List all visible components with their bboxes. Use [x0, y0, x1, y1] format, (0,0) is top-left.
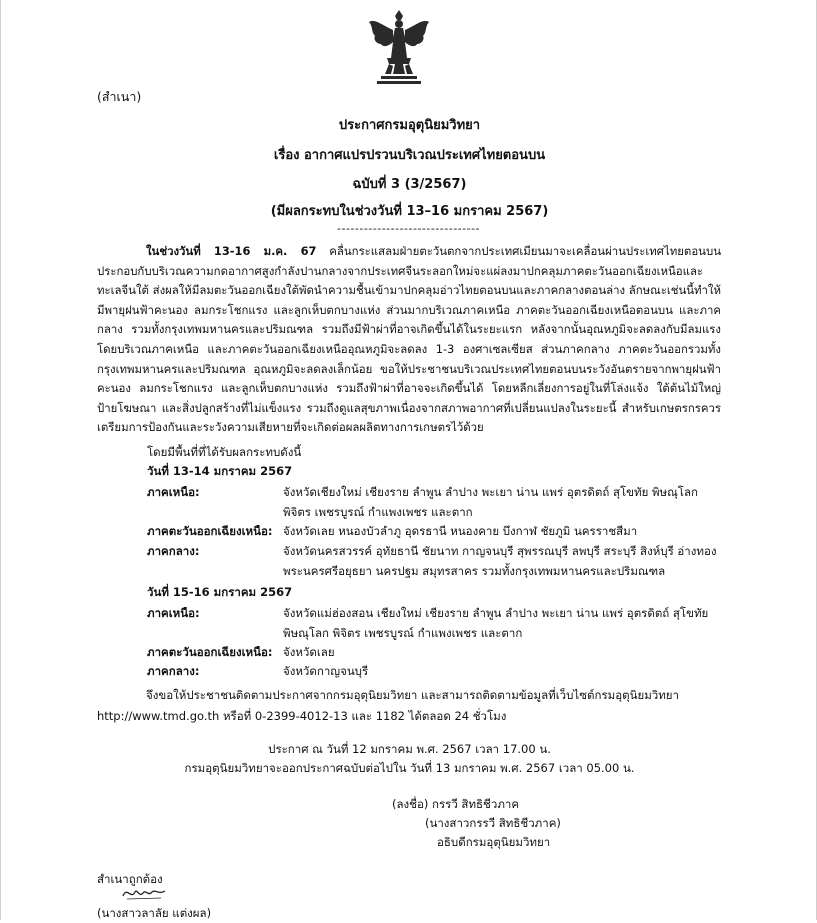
announcement-subject: เรื่อง อากาศแปรปรวนบริเวณประเทศไทยตอนบน: [273, 148, 546, 163]
body-lead: ในช่วงวันที่ 13-16 ม.ค. 67: [146, 244, 317, 258]
period1-north-row: [147, 483, 727, 523]
region-label: ภาคตะวันออกเฉียงเหนือ:: [147, 524, 273, 538]
region-provinces: จังหวัดเลย หนองบัวลำภู อุดรธานี หนองคาย บึงกาฬ ชัยภูมิ นครราชสีมา: [283, 524, 638, 538]
region-provinces: จังหวัดแม่ฮ่องสอน เชียงใหม่ เชียงราย ลำพูน ลำปาง พะเยา น่าน แพร่ อุตรดิตถ์ สุโขทัย: [283, 606, 709, 620]
title-divider: --------------------------------: [337, 222, 481, 235]
region-provinces: พระนครศรีอยุธยา นครปฐม สมุทรสาคร รวมทั้งกรุงเทพมหานครและปริมณฑล: [283, 563, 666, 578]
announcement-effective-period: (มีผลกระทบในช่วงวันที่ 13–16 มกราคม 2567): [270, 204, 549, 219]
period2-title: วันที่ 15-16 มกราคม 2567: [147, 585, 293, 599]
region-provinces: จังหวัดเชียงใหม่ เชียงราย ลำพูน ลำปาง พะเยา น่าน แพร่ อุตรดิตถ์ สุโขทัย พิษณุโลก: [283, 485, 698, 499]
body-paragraph: [97, 242, 721, 438]
certified-copy-label: สำเนาถูกต้อง: [97, 872, 163, 886]
period1-northeast-row: [147, 522, 727, 542]
body-text: คลื่นกระแสลมฝ่ายตะวันตกจากประเทศเมียนมาจะเคลื่อนผ่านประเทศไทยตอนบน ประกอบกับบริเวณความกดอากาศสูงกำลังปานกลางจากประเทศจีนระลอกใหม่จะแผ่ลงมาปกคลุมภาคตะวันออกเฉียงเหนือและทะเลจีนใต้ ส่งผลให้มีลมตะวันออกเฉียงใต้พัดนำความชื้นเข้ามาปกคลุมอ่าวไทยตอนบนและภาคกลางตอนล่าง ลักษณะเช่นนี้ทำให้มีพายุฝนฟ้าคะนอง ลมกระโชกแรง และลูกเห็บตกบางแห่ง ส่วนมากบริเวณภาคเหนือ ภาคตะวันออกเฉียงเหนือตอนบน และภาคกลาง รวมทั้งกรุงเทพมหานครและปริมณฑล รวมถึงมีฟ้าผ่าที่อาจเกิดขึ้นได้ในระยะแรก หลังจากนั้นอุณหภูมิจะลดลงกับมีลมแรง โดยบริเวณภาคเหนือ และภาคตะวันออกเฉียงเหนืออุณหภูมิจะลดลง 1-3 องศาเซลเซียส ส่วนภาคกลาง ภาคตะวันออกรวมทั้งกรุงเทพมหานครและปริมณฑล อุณหภูมิจะลดลงเล็กน้อย ขอให้ประชาชนบริเวณประเทศไทยตอนบนระวังอันตรายจากพายุฝนฟ้าคะนอง ลมกระโชกแรง และลูกเห็บตกบางแห่ง รวมถึงฟ้าผ่าที่อาจจะเกิดขึ้นได้ โดยหลีกเลี่ยงการอยู่ในที่โล่งแจ้ง ใต้ต้นไม้ใหญ่ ป้ายโฆษณา และสิ่งปลูกสร้างที่ไม่แข็งแรง รวมถึงดูแลสุขภาพเนื่องจากสภาพอากาศที่เปลี่ยนแปลงในระยะนี้ สำหรับเกษตรกรควรเตรียมการป้องกันและระวังความเสียหายที่จะเกิดต่อผลผลิตทางการเกษตรไว้ด้วย: [97, 244, 721, 435]
region-provinces: จังหวัดนครสวรรค์ อุทัยธานี ชัยนาท กาญจนบุรี สุพรรณบุรี ลพบุรี สระบุรี สิงห์บุรี อ่างทอง: [283, 544, 717, 558]
next-announcement: กรมอุตุนิยมวิทยาจะออกประกาศฉบับต่อไปใน วันที่ 13 มกราคม พ.ศ. 2567 เวลา 05.00 น.: [184, 761, 635, 775]
period1-title: วันที่ 13-14 มกราคม 2567: [147, 464, 293, 478]
region-provinces: จังหวัดกาญจนบุรี: [283, 664, 369, 678]
region-provinces: พิษณุโลก พิจิตร เพชรบูรณ์ กำแพงเพชร และตาก: [283, 625, 523, 640]
region-label: ภาคเหนือ:: [147, 485, 200, 499]
period2-northeast-row: [147, 643, 727, 663]
announcement-issue: ฉบับที่ 3 (3/2567): [352, 177, 467, 192]
period2-central-row: [147, 662, 727, 682]
certifier-name: (นางสาวลาลัย แต่งผล): [97, 906, 212, 920]
affected-intro: โดยมีพื้นที่ที่ได้รับผลกระทบดังนี้: [147, 445, 302, 459]
region-provinces: จังหวัดเลย: [283, 645, 335, 659]
handwritten-signature-icon: [121, 884, 167, 902]
period1-central-row: [147, 542, 727, 582]
region-provinces: พิจิตร เพชรบูรณ์ กำแพงเพชร และตาก: [283, 504, 473, 519]
signatory-name: (นางสาวกรรวี สิทธิชีวภาค): [425, 816, 561, 830]
region-label: ภาคกลาง:: [147, 544, 200, 558]
region-label: ภาคเหนือ:: [147, 606, 200, 620]
copy-mark: (สำเนา): [97, 89, 142, 104]
region-label: ภาคกลาง:: [147, 664, 200, 678]
region-label: ภาคตะวันออกเฉียงเหนือ:: [147, 645, 273, 659]
announcement-title: ประกาศกรมอุตุนิยมวิทยา: [338, 118, 481, 133]
signatory-position: อธิบดีกรมอุตุนิยมวิทยา: [437, 835, 551, 849]
signature-line: (ลงชื่อ) กรรวี สิทธิชีวภาค: [392, 797, 520, 811]
announcement-date: ประกาศ ณ วันที่ 12 มกราคม พ.ศ. 2567 เวลา 17.00 น.: [268, 742, 551, 756]
garuda-emblem-icon: [365, 8, 433, 86]
closing-paragraph: จึงขอให้ประชาชนติดตามประกาศจากกรมอุตุนิยมวิทยา และสามารถติดตามข้อมูลที่เว็บไซต์กรมอุตุนิยมวิทยา http://www.tmd.go.th หรือที่ 0-2399-4012-13 และ 1182 ได้ตลอด 24 ชั่วโมง: [97, 688, 680, 723]
period2-north-row: [147, 604, 727, 644]
